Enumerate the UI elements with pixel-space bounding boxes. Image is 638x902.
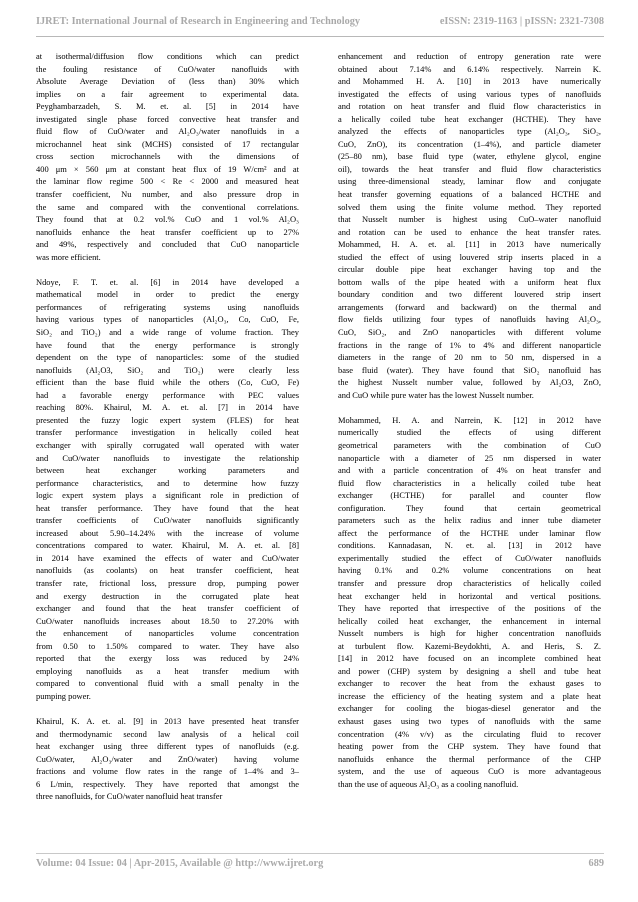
text-line: enhancement and reduction of entropy generation rate were bbox=[338, 51, 601, 61]
text-line: having various types of nanoparticles (Al₂O₃, Co, CuO, Fe, bbox=[36, 314, 299, 325]
right-column-paragraph bbox=[338, 50, 601, 401]
text-line: reaching 80%. Khairul, M. A. et. al. [7] in 2014 have bbox=[36, 402, 299, 413]
text-line: heat exchanger using three different types of nanofluids (e.g. bbox=[36, 741, 299, 752]
text-line: fractions in the range of 1% to 4% and different nanoparticle bbox=[338, 339, 601, 350]
text-line: investigated single phase forced convective heat transfer and bbox=[36, 113, 299, 124]
left-column-paragraph bbox=[36, 276, 299, 703]
text-line: that Nusselt number is highest using CuO–water nanofluid bbox=[338, 214, 601, 225]
text-line: diameters in the range of 20 nm to 50 nm, dispersed in a bbox=[338, 352, 601, 363]
text-line: Peyghambarzadeh, S. M. et. al. [5] in 2014 have bbox=[36, 101, 299, 112]
text-line: [14] in 2012 have focused on an incomplete combined heat bbox=[338, 653, 601, 664]
text-line: oil), towards the heat transfer and fluid flow characteristics bbox=[338, 163, 601, 174]
text-line: performance characteristics, and to determine how fuzzy bbox=[36, 477, 299, 488]
text-line: flow fields utilizing four types of nanofluids having Al₂O₃, bbox=[338, 314, 601, 325]
journal-header bbox=[36, 12, 604, 30]
text-line: the highest Nusselt number value, followed by Al₂O3, ZnO, bbox=[338, 377, 601, 388]
text-line: concentration (4% v/v) as the circulating fluid to recover bbox=[338, 728, 601, 739]
text-line: had a favorable energy performance with PEC values bbox=[36, 389, 299, 400]
text-line: numerically studied the effects of using different bbox=[338, 427, 601, 438]
text-line: Mohammed, H. A. and Narrein, K. [12] in 2012 have bbox=[338, 414, 601, 425]
text-line: and CuO/water nanofluids to investigate the relationship bbox=[36, 452, 299, 463]
text-line: transfer and pressure drop characteristics of helically coiled bbox=[338, 577, 601, 588]
text-line: from 0.50 to 1.50% compared to water. They have also bbox=[36, 640, 299, 651]
text-line: and rotation on heat transfer and fluid flow characteristics in bbox=[338, 101, 601, 112]
text-line: obtained about 7.14% and 6.14% respectively. Narrein K. bbox=[338, 63, 601, 74]
text-line: nanofluids (Al₂O3, SiO₂ and TiO₂) were clearly less bbox=[36, 364, 299, 375]
text-line: performances of refrigerating systems using nanofluids bbox=[36, 301, 299, 312]
text-line: parameters such as the helix radius and inner tube diameter bbox=[338, 515, 601, 526]
text-line: transfer coefficient, Nu number, and also pressure drop in bbox=[36, 189, 299, 200]
text-line: increase the efficiency of the heating system and a plate heat bbox=[338, 690, 601, 701]
text-line: Mohammed, H. A. et. al. [11] in 2013 have numerically bbox=[338, 239, 601, 250]
text-line: helically coiled heat exchanger, the enhancement in internal bbox=[338, 615, 601, 626]
text-line: have found that the energy performance is strongly bbox=[36, 339, 299, 350]
volume-info: Volume: 04 Issue: 04 | Apr-2015, Available @ http://www.ijret.org bbox=[36, 858, 324, 869]
text-line: mathematical model in order to predict the energy bbox=[36, 289, 299, 300]
text-line: concentrations compared to water. Khairul, M. A. et. al. [8] bbox=[36, 540, 299, 551]
text-line: experimentally studied the effect of CuO/water nanofluids bbox=[338, 552, 601, 563]
text-line: Ndoye, F. T. et. al. [6] in 2014 have developed a bbox=[36, 276, 299, 287]
text-line: analyzed the effects of nanoparticles type (Al₂O₃, SiO₂, bbox=[338, 126, 601, 137]
text-line: transfer performance investigation in helically coiled heat bbox=[36, 427, 299, 438]
text-line: exchanger (HCTHE) for parallel and counter flow bbox=[338, 490, 601, 501]
text-line: CuO/water, Al₂O₃/water and ZnO/water) having volume bbox=[36, 753, 299, 764]
text-line: cross section microchannels with the dimensions of bbox=[36, 151, 299, 162]
text-line: 400 μm × 560 μm at constant heat flux of 19 W/cm² and at bbox=[36, 163, 299, 174]
header-divider bbox=[36, 36, 604, 37]
text-line: CuO, SiO₂, and ZnO nanoparticles with different volume bbox=[338, 327, 601, 338]
text-line: the laminar flow regime 500 < Re < 2000 and measured heat bbox=[36, 176, 299, 187]
text-line: between heat exchanger working parameters and bbox=[36, 465, 299, 476]
text-line: 6 L/min, respectively. They have reported that amongst the bbox=[36, 778, 299, 789]
issn-numbers: eISSN: 2319-1163 | pISSN: 2321-7308 bbox=[439, 15, 604, 27]
text-line: implies on a fair agreement to experimental data. bbox=[36, 88, 299, 99]
text-line: heat transfer performance. They have found that the heat bbox=[36, 502, 299, 513]
text-line: microchannel heat sink (MCHS) consisted of 17 rectangular bbox=[36, 138, 299, 149]
text-line: Absolute Average Deviation of (less than) 30% which bbox=[36, 76, 299, 87]
text-line: using three-dimensional steady, laminar flow and conjugate bbox=[338, 176, 601, 187]
page-number: 689 bbox=[588, 858, 604, 869]
text-line: having 0.1% and 0.2% volume concentrations on heat bbox=[338, 565, 601, 576]
text-line: at turbulent flow. Kazemi-Beydokhti, A. and Heris, S. Z. bbox=[338, 640, 601, 651]
text-line: system, and the use of aqueous CuO is more advantageous bbox=[338, 766, 601, 777]
text-line: SiO₂ and TiO₂) and a wide range of volume fraction. They bbox=[36, 327, 299, 338]
text-line: exhaust gases using two types of nanofluids with the same bbox=[338, 715, 601, 726]
text-line: circular double pipe heat exchanger having top and the bbox=[338, 264, 601, 275]
text-line: heating power from the CHP system. They have found that bbox=[338, 741, 601, 752]
text-line: fractions and volume flow rates in the range of 1–4% and 3– bbox=[36, 766, 299, 777]
text-line: They have reported that irrespective of the positions of the bbox=[338, 603, 601, 614]
text-line: pumping power. bbox=[36, 690, 91, 701]
text-line: nanofluids enhance the thermal performance of the CHP bbox=[338, 753, 601, 764]
text-line: nanofluids (as coolants) on heat transfer coefficient, heat bbox=[36, 565, 299, 576]
left-column bbox=[36, 50, 299, 815]
text-line: exchanger with spirally corrugated wall operated with water bbox=[36, 439, 299, 450]
text-line: affect the performance of the HCTHE under laminar flow bbox=[338, 527, 601, 538]
text-line: three nanofluids, for CuO/water nanofluid heat transfer bbox=[36, 791, 223, 802]
text-line: boundary condition and two different louvered strip insert bbox=[338, 289, 601, 300]
text-line: investigated the effects of using various types of nanofluids bbox=[338, 88, 601, 99]
text-line: Khairul, K. A. et. al. [9] in 2013 have presented heat transfer bbox=[36, 715, 299, 726]
text-line: and rotation can be used to enhance the heat transfer rates. bbox=[338, 226, 601, 237]
text-line: and 49%, respectively and concluded that CuO nanoparticle bbox=[36, 239, 299, 250]
text-line: heat exchanger held in horizontal and vertical positions. bbox=[338, 590, 601, 601]
text-line: CuO, ZnO), its concentration (1–4%), and particle diameter bbox=[338, 138, 601, 149]
text-line: conditions. Kannadasan, N. et. al. [13] in 2012 have bbox=[338, 540, 601, 551]
text-line: presented the fuzzy logic expert system (FLES) for heat bbox=[36, 414, 299, 425]
text-line: They found that at 0.2 vol.% CuO and 1 vol.% Al₂O₃ bbox=[36, 214, 299, 225]
text-line: nanofluids enhance the heat transfer coefficient up to 27% bbox=[36, 226, 299, 237]
left-column-paragraph bbox=[36, 50, 299, 263]
right-column bbox=[338, 50, 601, 803]
text-line: increased about 5.90–14.24% with the increase of volume bbox=[36, 527, 299, 538]
text-line: Nusselt numbers is high for higher concentration nanofluids bbox=[338, 628, 601, 639]
text-line: a helically coiled tube heat exchanger (HCTHE). They have bbox=[338, 113, 601, 124]
text-line: and Mohammed H. A. [10] in 2013 have numerically bbox=[338, 76, 601, 87]
text-line: and thermodynamic second law analysis of a helical coil bbox=[36, 728, 299, 739]
text-line: base fluid (water). They have found that SiO₂ nanofluid has bbox=[338, 364, 601, 375]
text-line: the enhancement of nanoparticles volume concentration bbox=[36, 628, 299, 639]
text-line: than the use of aqueous Al₂O₃ as a cooling nanofluid. bbox=[338, 778, 519, 789]
text-line: was more efficient. bbox=[36, 251, 101, 262]
right-column-paragraph bbox=[338, 414, 601, 790]
text-line: exchanger for cooling the biogas-diesel generator and the bbox=[338, 703, 601, 714]
text-line: configuration. They found that certain geometrical bbox=[338, 502, 601, 513]
text-line: exchanger and found that the heat transfer coefficient of bbox=[36, 603, 299, 614]
text-line: employing nanofluids as a heat transfer medium with bbox=[36, 665, 299, 676]
text-line: fluid flow of CuO/water and Al₂O₃/water nanofluids in a bbox=[36, 126, 299, 137]
text-line: bottom walls of the pipe heated with a uniform heat flux bbox=[338, 276, 601, 287]
text-line: logic expert system plays a significant role in prediction of bbox=[36, 490, 299, 501]
text-line: heat transfer governing equations of a balanced HCTHE and bbox=[338, 189, 601, 200]
text-line: the fouling resistance of CuO/water nanofluids with bbox=[36, 63, 299, 74]
text-line: transfer coefficients of CuO/water nanofluids significantly bbox=[36, 515, 299, 526]
text-line: exchanger to recover the heat from the exhaust gases to bbox=[338, 678, 601, 689]
text-line: and exergy destruction in the corrugated plate heat bbox=[36, 590, 299, 601]
text-line: in 2014 have examined the effects of water and CuO/water bbox=[36, 552, 299, 563]
text-line: fluid flow characteristics in a helically coiled tube heat bbox=[338, 477, 601, 488]
page-footer bbox=[36, 858, 604, 869]
text-line: CuO/water nanofluids increases about 18.50 to 27.20% with bbox=[36, 615, 299, 626]
text-line: at isothermal/diffusion flow conditions which can predict bbox=[36, 51, 299, 61]
text-line: nanoparticle with a diameter of 25 nm dispersed in water bbox=[338, 452, 601, 463]
footer-divider bbox=[36, 853, 604, 854]
text-line: reported that the exergy loss was reduced by 24% bbox=[36, 653, 299, 664]
journal-title: IJRET: International Journal of Research in Engineering and Technology bbox=[36, 15, 361, 27]
text-line: and with a particle concentration of 4% on heat transfer and bbox=[338, 465, 601, 476]
text-line: studied the effect of using louvered strip inserts placed in a bbox=[338, 251, 601, 262]
text-line: transfer rate, frictional loss, pressure drop, pumping power bbox=[36, 577, 299, 588]
text-line: the same and compared with the conventional correlations. bbox=[36, 201, 299, 212]
text-line: compared to conventional fluid with a small penalty in the bbox=[36, 678, 299, 689]
text-line: efficient than the base fluid while the others (Co, CuO, Fe) bbox=[36, 377, 299, 388]
text-line: and power (CHP) system by designing a shell and tube heat bbox=[338, 665, 601, 676]
text-line: solved them using the finite volume method. They reported bbox=[338, 201, 601, 212]
text-line: geometrical parameters with the combination of CuO bbox=[338, 439, 601, 450]
left-column-paragraph bbox=[36, 715, 299, 803]
text-line: arrangements (forward and backward) on the thermal and bbox=[338, 301, 601, 312]
text-line: dependent on the type of nanoparticles: some of the studied bbox=[36, 352, 299, 363]
text-line: and CuO while pure water has the lowest Nusselt number. bbox=[338, 389, 534, 400]
text-line: (25–80 nm), base fluid type (water, ethylene glycol, engine bbox=[338, 151, 601, 162]
